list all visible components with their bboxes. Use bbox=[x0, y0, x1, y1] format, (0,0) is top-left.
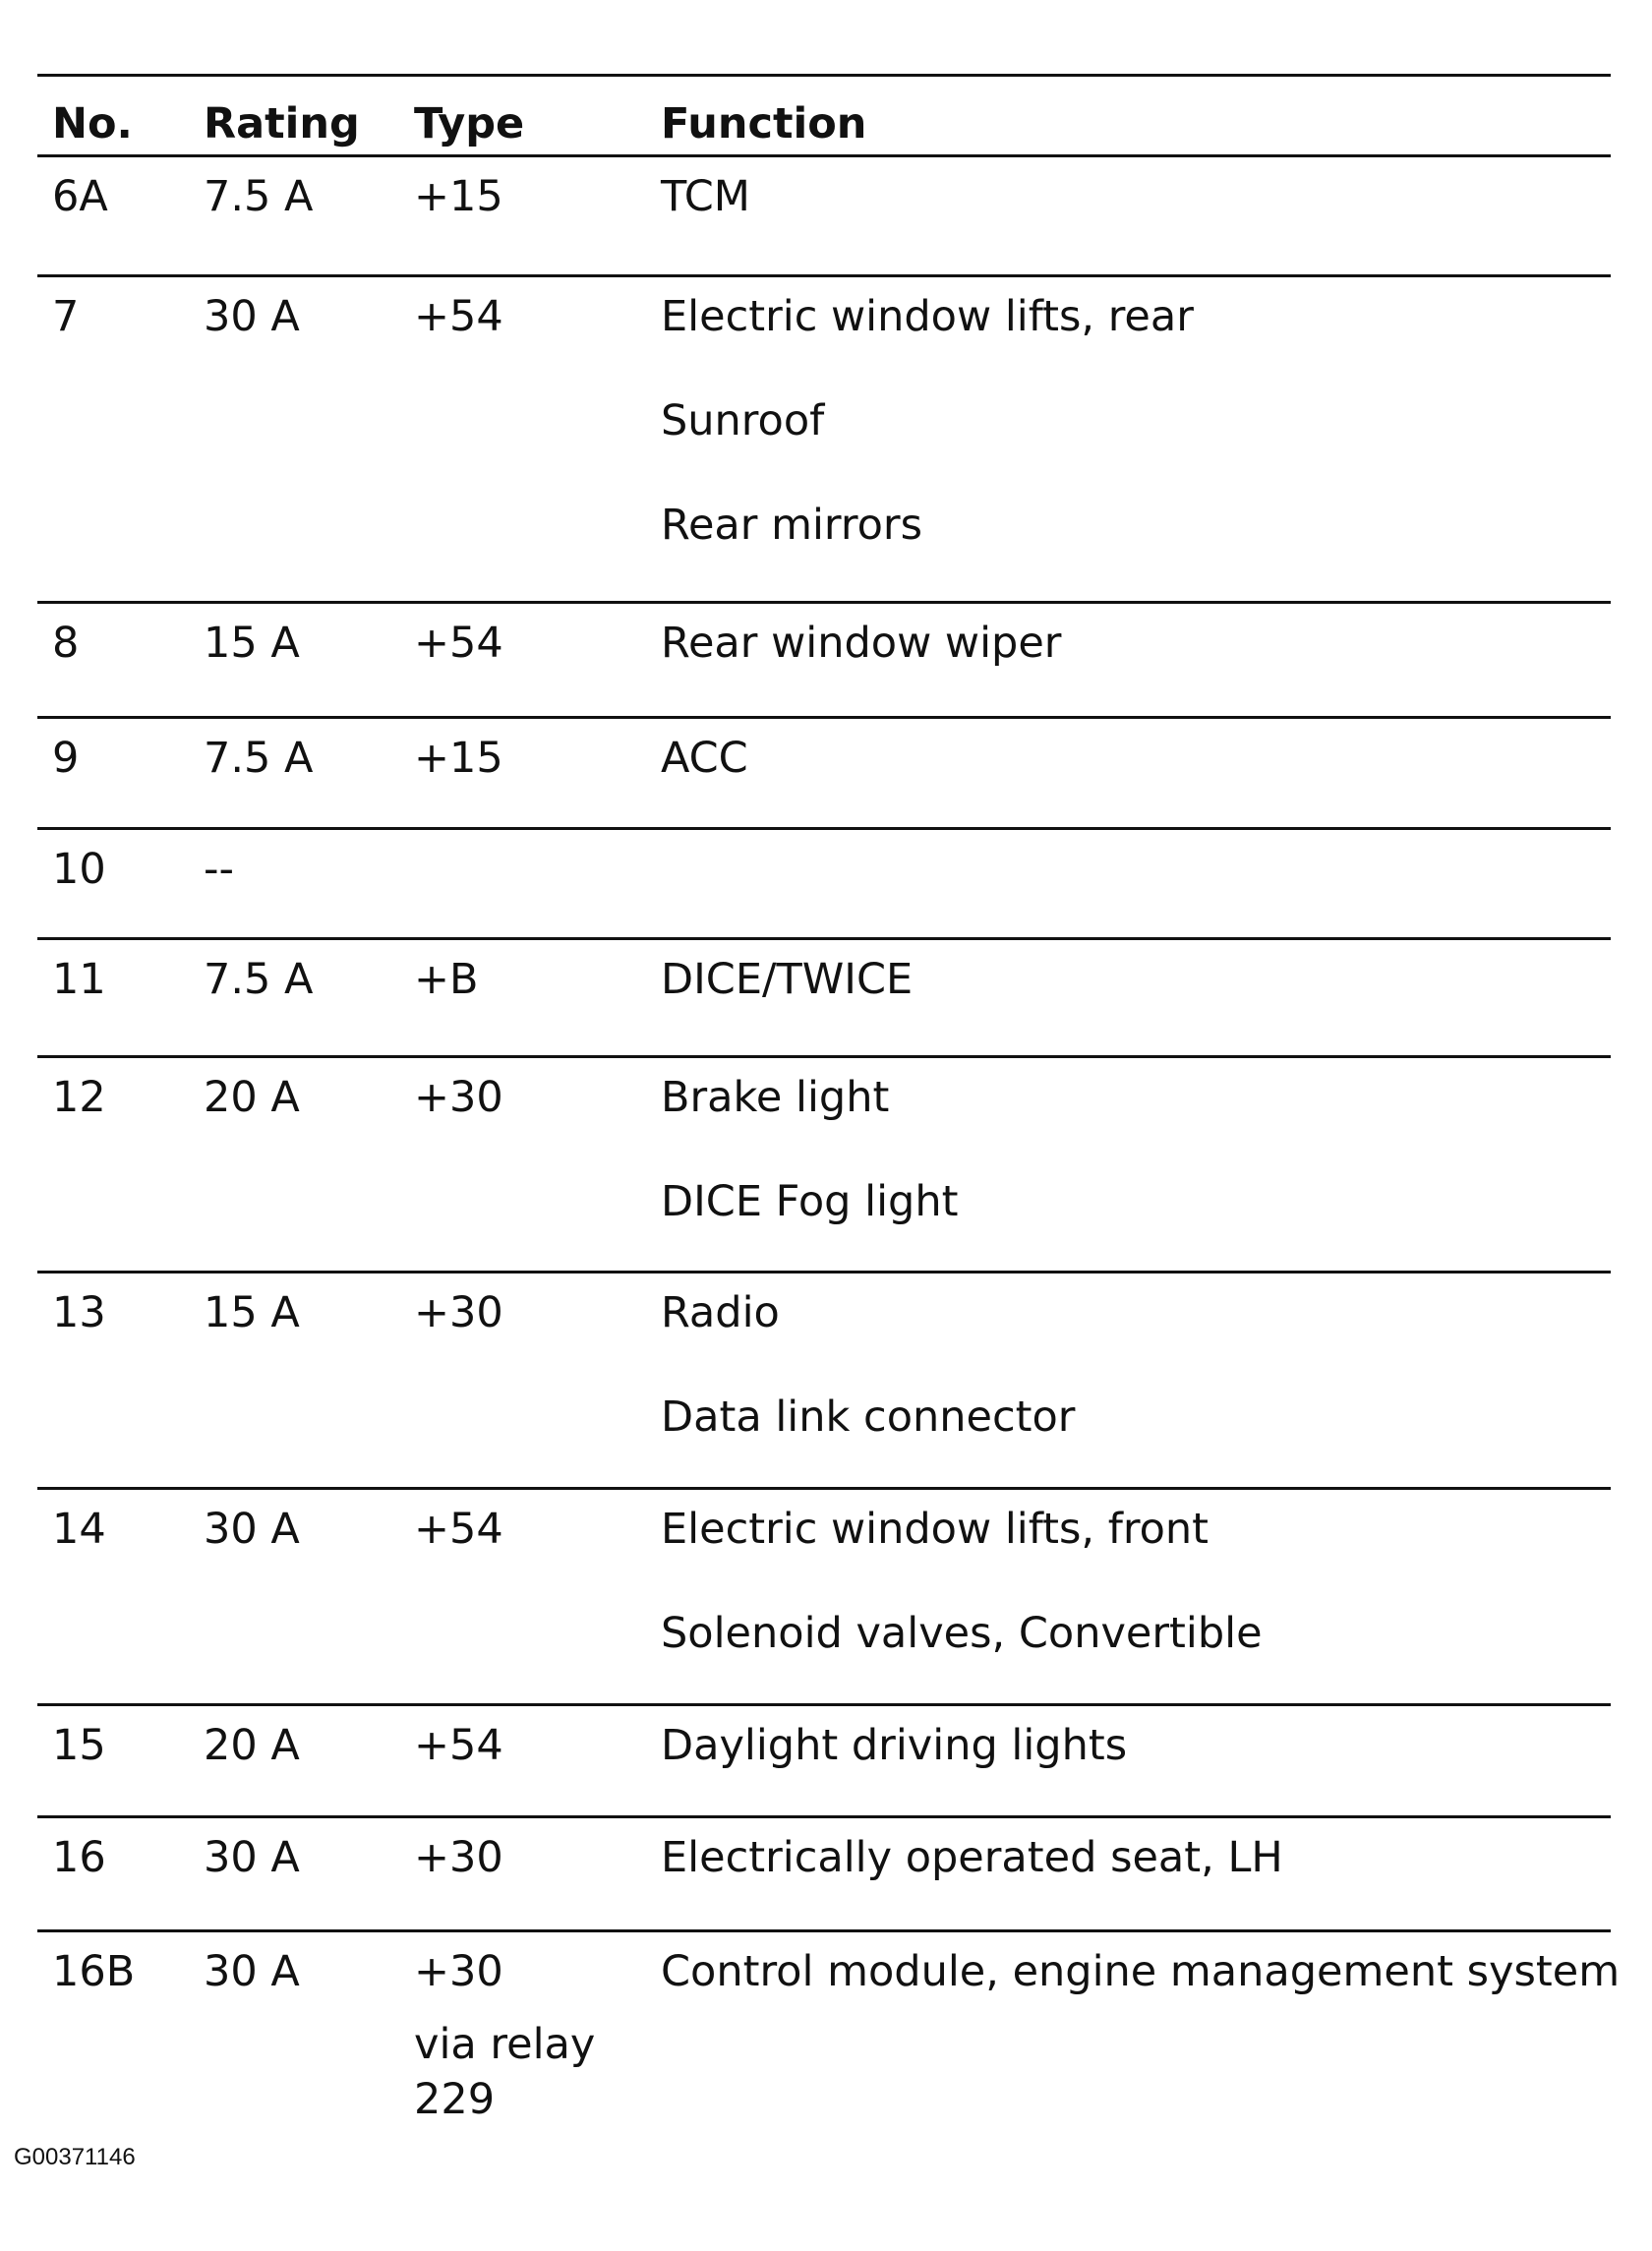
cell-rating: -- bbox=[204, 845, 235, 894]
figure-id: G00371146 bbox=[14, 2144, 136, 2170]
table-row bbox=[37, 1058, 1611, 1271]
type-line: +30 bbox=[414, 1288, 503, 1337]
table-row bbox=[37, 940, 1611, 1055]
cell-type bbox=[414, 169, 503, 224]
fuse-table bbox=[37, 74, 1621, 2134]
cell-function bbox=[661, 1502, 1263, 1710]
function-line: Daylight driving lights bbox=[661, 1721, 1128, 1770]
cell-type bbox=[414, 1718, 503, 1773]
cell-no: 7 bbox=[52, 292, 80, 341]
type-line: +30 bbox=[414, 1833, 503, 1882]
cell-type bbox=[414, 1070, 503, 1125]
type-line: +B bbox=[414, 955, 479, 1004]
cell-no: 6A bbox=[52, 172, 108, 221]
cell-type bbox=[414, 1285, 503, 1340]
type-line: +54 bbox=[414, 619, 503, 668]
cell-type bbox=[414, 289, 503, 344]
cell-type bbox=[414, 1502, 503, 1557]
type-line: +54 bbox=[414, 1721, 503, 1770]
function-line: Rear mirrors bbox=[661, 501, 922, 550]
function-line: Data link connector bbox=[661, 1392, 1076, 1442]
cell-no: 9 bbox=[52, 734, 80, 783]
cell-rating: 7.5 A bbox=[204, 172, 314, 221]
cell-rating: 30 A bbox=[204, 1505, 300, 1554]
cell-function bbox=[661, 1830, 1283, 1934]
table-row bbox=[37, 1818, 1611, 1929]
function-line: Electric window lifts, rear bbox=[661, 292, 1194, 341]
table-row bbox=[37, 1932, 1621, 2134]
cell-rating: 30 A bbox=[204, 1947, 300, 1996]
header-no: No. bbox=[52, 99, 133, 148]
type-line: +30 bbox=[414, 1073, 503, 1122]
cell-type bbox=[414, 731, 503, 786]
cell-rating: 30 A bbox=[204, 1833, 300, 1882]
header-rating: Rating bbox=[204, 99, 360, 148]
cell-rating: 7.5 A bbox=[204, 955, 314, 1004]
table-row bbox=[37, 277, 1611, 601]
table-row bbox=[37, 1490, 1611, 1703]
cell-function bbox=[661, 289, 1194, 602]
cell-no: 16B bbox=[52, 1947, 136, 1996]
table-row bbox=[37, 157, 1611, 274]
cell-no: 8 bbox=[52, 619, 80, 668]
cell-type bbox=[414, 1944, 595, 2127]
function-line: Control module, engine management system bbox=[661, 1947, 1621, 1996]
type-line: +15 bbox=[414, 172, 503, 221]
cell-rating: 7.5 A bbox=[204, 734, 314, 783]
cell-function bbox=[661, 1944, 1620, 2048]
function-line: Radio bbox=[661, 1288, 780, 1337]
table-header-row bbox=[37, 77, 1611, 154]
table-row bbox=[37, 1706, 1611, 1815]
cell-type bbox=[414, 952, 479, 1007]
function-line: Solenoid valves, Convertible bbox=[661, 1609, 1263, 1658]
cell-rating: 15 A bbox=[204, 1288, 300, 1337]
function-line: ACC bbox=[661, 734, 748, 783]
header-function: Function bbox=[661, 99, 867, 148]
cell-function bbox=[661, 1070, 958, 1278]
function-line: Rear window wiper bbox=[661, 619, 1062, 668]
header-type: Type bbox=[414, 99, 525, 148]
cell-rating: 15 A bbox=[204, 619, 300, 668]
function-line: DICE Fog light bbox=[661, 1177, 959, 1226]
cell-no: 15 bbox=[52, 1721, 106, 1770]
cell-rating: 20 A bbox=[204, 1073, 300, 1122]
cell-rating: 20 A bbox=[204, 1721, 300, 1770]
cell-type bbox=[414, 1830, 503, 1885]
cell-no: 11 bbox=[52, 955, 106, 1004]
table-row bbox=[37, 830, 1611, 937]
cell-rating: 30 A bbox=[204, 292, 300, 341]
table-row bbox=[37, 719, 1611, 827]
cell-function bbox=[661, 1285, 1075, 1494]
cell-function bbox=[661, 169, 750, 273]
cell-no: 14 bbox=[52, 1505, 106, 1554]
type-line: +15 bbox=[414, 734, 503, 783]
type-line: 229 bbox=[414, 2075, 496, 2124]
cell-function bbox=[661, 616, 1061, 720]
function-line: Brake light bbox=[661, 1073, 890, 1122]
cell-no: 12 bbox=[52, 1073, 106, 1122]
table-row bbox=[37, 604, 1611, 716]
cell-function bbox=[661, 1718, 1127, 1822]
function-line: Electric window lifts, front bbox=[661, 1505, 1209, 1554]
type-line: +30 bbox=[414, 1947, 503, 1996]
cell-no: 16 bbox=[52, 1833, 106, 1882]
table-body bbox=[37, 157, 1621, 2134]
table-row bbox=[37, 1274, 1611, 1487]
type-line: +54 bbox=[414, 1505, 503, 1554]
function-line: DICE/TWICE bbox=[661, 955, 914, 1004]
cell-function bbox=[661, 731, 748, 835]
cell-type bbox=[414, 616, 503, 671]
function-line: Sunroof bbox=[661, 396, 825, 445]
type-line: +54 bbox=[414, 292, 503, 341]
cell-function bbox=[661, 952, 913, 1056]
cell-no: 10 bbox=[52, 845, 106, 894]
function-line: Electrically operated seat, LH bbox=[661, 1833, 1283, 1882]
type-line: via relay bbox=[414, 2020, 596, 2069]
function-line: TCM bbox=[661, 172, 750, 221]
cell-no: 13 bbox=[52, 1288, 106, 1337]
